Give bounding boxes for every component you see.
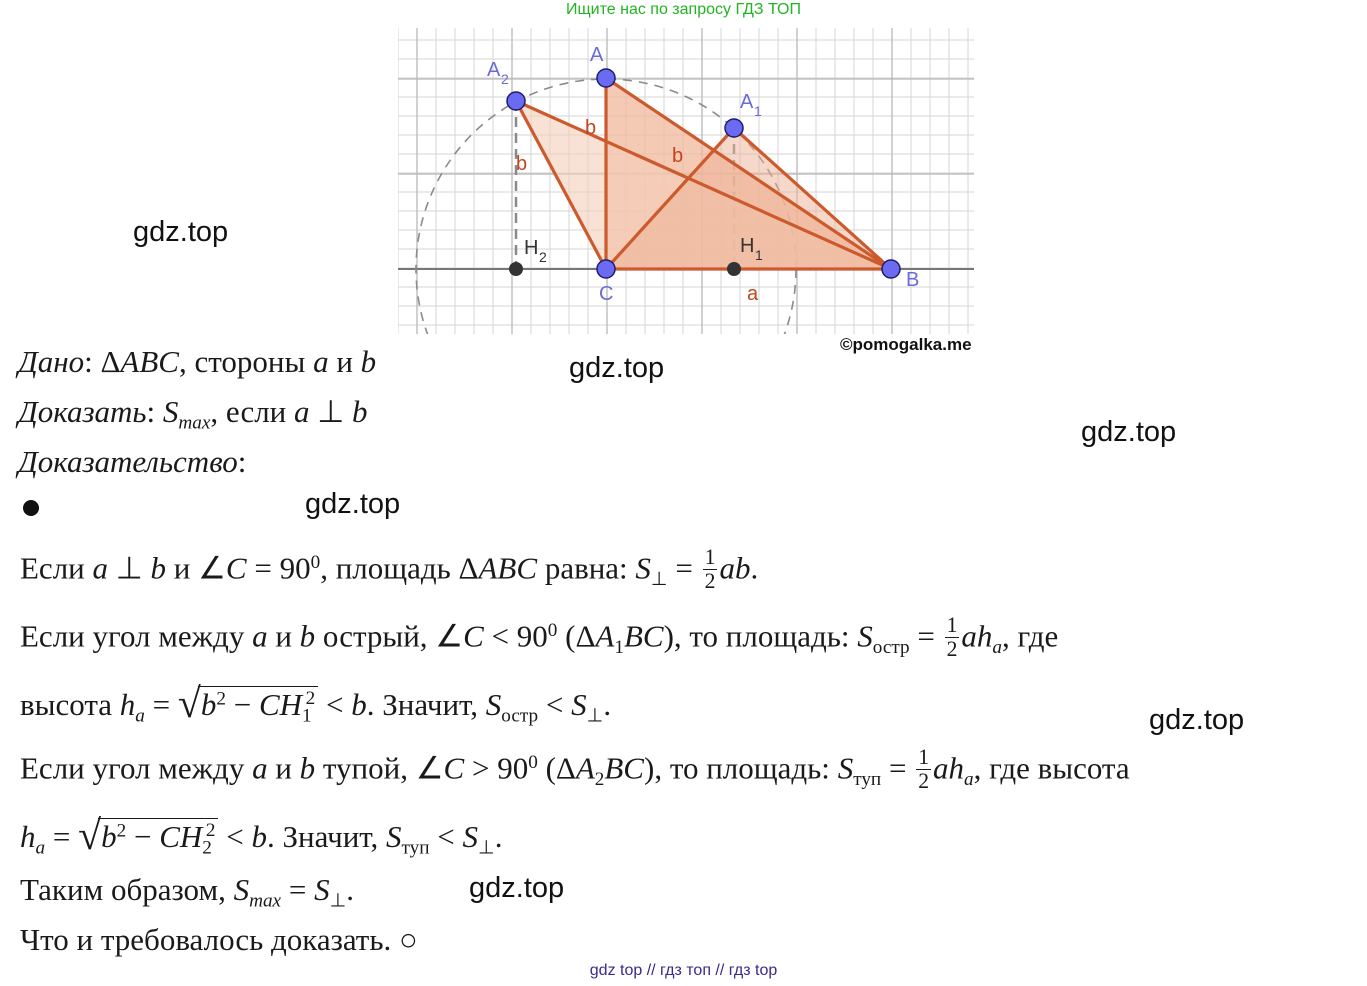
proof-line-1: Если a ⊥ b и ∠C = $90^0$, площадь ΔABC равна: $S_\perp$ = $\frac{1}{2}$ ab.: [20, 545, 759, 593]
side-label-b-2: b: [516, 153, 528, 175]
proof-heading: Доказательство:: [18, 444, 247, 479]
prove-label: Доказать: [18, 394, 147, 429]
point-c: [597, 260, 615, 278]
label-h2-sub: 2: [539, 249, 547, 265]
triangle-figure: [398, 28, 974, 334]
watermark: gdz.top: [305, 488, 401, 520]
side-label-b-1: b: [585, 117, 597, 139]
proof-line-4: Если угол между a и b тупой, ∠C > $90^0$ $(\Delta A_2BC)$, то площадь: $S_{туп}$ = $\frac{1}{2}$ $ah_a$, где высота: [20, 745, 1130, 793]
proof-conclusion: Что и требовалось доказать. ○: [20, 922, 418, 957]
proof-label: Доказательство: [18, 444, 238, 479]
label-h1: H: [740, 235, 755, 257]
label-h1-sub: 1: [755, 247, 763, 263]
given-line: Дано: ΔABC, стороны a и b: [18, 344, 377, 379]
proof-line-3: высота $h_a$ = √ $b^2 - CH_1^2 < b$. Значит, $S_{остр} < S_\perp$.: [20, 681, 612, 727]
label-a: A: [590, 44, 604, 66]
footer: gdz top // гдз топ // гдз top: [589, 962, 778, 979]
label-a2: A: [487, 59, 501, 81]
watermark: gdz.top: [1149, 704, 1245, 736]
proof-line-2: Если угол между a и b острый, ∠C < $90^0$ $(\Delta A_1BC)$, то площадь: $S_{остр}$ = $\frac{1}{2}$ $ah_a$, где: [20, 613, 1059, 661]
label-a1: A: [740, 91, 754, 113]
proof-line-6: Таким образом, $S_{max} = S_\perp$.: [20, 872, 355, 912]
watermark: gdz.top: [1081, 416, 1177, 448]
point-b: [882, 260, 900, 278]
label-a1-sub: 1: [754, 103, 762, 119]
side-label-b-3: b: [672, 145, 684, 167]
watermark: gdz.top: [569, 352, 665, 384]
side-label-a: a: [747, 283, 759, 305]
point-a2: [507, 92, 525, 110]
point-a: [597, 69, 615, 87]
top-note: Ищите нас по запросу ГДЗ ТОП: [566, 1, 801, 18]
watermark: gdz.top: [469, 872, 565, 904]
point-h1: [727, 262, 741, 276]
watermark: gdz.top: [133, 216, 229, 248]
label-b: B: [906, 269, 920, 291]
label-a2-sub: 2: [501, 71, 509, 87]
given-label: Дано: [18, 344, 85, 379]
label-c: C: [599, 283, 614, 305]
point-h2: [509, 262, 523, 276]
prove-line: Доказать: $S_{max}$, если a ⊥ b: [18, 394, 368, 434]
proof-line-5: $h_a$ = √ $b^2 - CH_2^2 < b$. Значит, $S_{туп} < S_\perp$.: [20, 813, 503, 859]
label-h2: H: [524, 237, 539, 259]
bullet: [23, 500, 39, 516]
copyright: ©pomogalka.me: [840, 335, 972, 354]
point-a1: [725, 119, 743, 137]
